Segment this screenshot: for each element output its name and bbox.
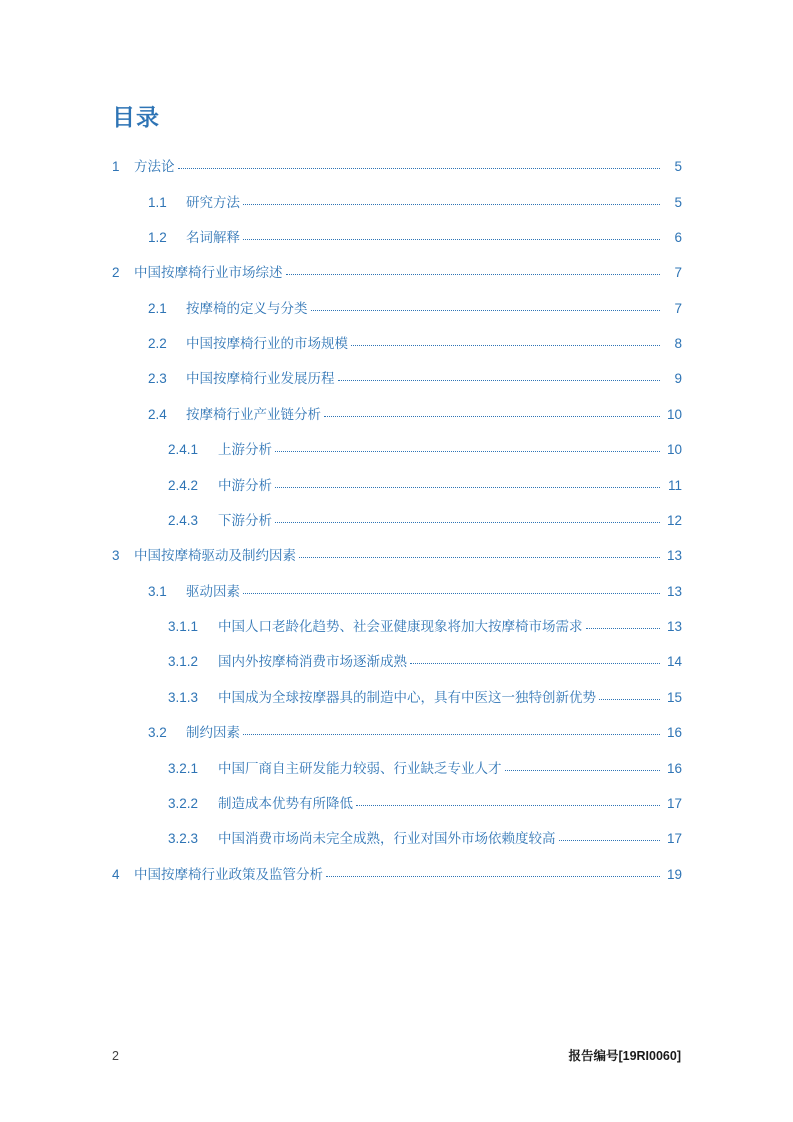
toc-leader-dots xyxy=(243,229,660,240)
toc-entry-label: 中国按摩椅行业的市场规模 xyxy=(186,336,348,352)
toc-entry[interactable] xyxy=(112,716,682,751)
toc-leader-dots xyxy=(243,724,660,735)
toc-entry[interactable] xyxy=(112,185,682,220)
toc-entry[interactable] xyxy=(112,503,682,538)
toc-entry-label: 上游分析 xyxy=(218,442,272,458)
toc-entry-label: 名词解释 xyxy=(186,229,240,245)
toc-entry-page: 15 xyxy=(666,689,682,705)
toc-entry-label: 制造成本优势有所降低 xyxy=(218,795,353,811)
toc-entry-number: 2.1 xyxy=(148,300,167,316)
toc-entry-page: 8 xyxy=(674,336,682,352)
toc-entry-number: 1 xyxy=(112,159,120,175)
toc-leader-dots xyxy=(559,830,661,841)
toc-entry[interactable] xyxy=(112,857,682,892)
toc-leader-dots xyxy=(586,618,661,629)
toc-entry-label: 下游分析 xyxy=(218,512,272,528)
toc-entry-label: 中国人口老龄化趋势、社会亚健康现象将加大按摩椅市场需求 xyxy=(218,619,583,635)
toc-entry-page: 13 xyxy=(666,583,682,599)
toc-entry[interactable] xyxy=(112,786,682,821)
toc-leader-dots xyxy=(326,866,660,877)
toc-entry-number: 3.1.2 xyxy=(168,654,199,670)
page-footer xyxy=(112,1046,681,1064)
toc-entry[interactable] xyxy=(112,822,682,857)
toc-entry-label: 国内外按摩椅消费市场逐渐成熟 xyxy=(218,654,407,670)
toc-entry-number: 2.4.1 xyxy=(168,442,199,458)
toc-entry-page: 16 xyxy=(666,760,682,776)
toc-entry[interactable] xyxy=(112,539,682,574)
toc-entry-number: 3.1.3 xyxy=(168,689,199,705)
toc-leader-dots xyxy=(356,795,660,806)
toc-entry-number: 3.2.2 xyxy=(168,795,199,811)
footer-page-number: 2 xyxy=(112,1049,119,1063)
toc-entry-label: 中国厂商自主研发能力较弱、行业缺乏专业人才 xyxy=(218,760,502,776)
toc-leader-dots xyxy=(324,406,660,417)
toc-entry-label: 研究方法 xyxy=(186,194,240,210)
toc-leader-dots xyxy=(178,158,661,169)
toc-entry-number: 3.2 xyxy=(148,725,167,741)
toc-leader-dots xyxy=(338,370,661,381)
toc-entry-number: 3.2.1 xyxy=(168,760,199,776)
toc-entry-number: 2.2 xyxy=(148,336,167,352)
toc-entry-page: 10 xyxy=(666,442,682,458)
toc-entry-label: 按摩椅的定义与分类 xyxy=(186,300,308,316)
toc-entry[interactable] xyxy=(112,150,682,185)
toc-leader-dots xyxy=(243,193,660,204)
toc-entry-number: 1.2 xyxy=(148,229,167,245)
toc-leader-dots xyxy=(311,300,661,311)
toc-entry-page: 7 xyxy=(674,300,682,316)
toc-entry-page: 10 xyxy=(666,406,682,422)
page-title: 目录 xyxy=(112,104,160,130)
toc-leader-dots xyxy=(275,476,660,487)
toc-entry[interactable] xyxy=(112,256,682,291)
footer-doc-code: 报告编号[19RI0060] xyxy=(568,1049,681,1063)
toc-container xyxy=(112,104,682,892)
toc-leader-dots xyxy=(299,547,660,558)
toc-entry[interactable] xyxy=(112,397,682,432)
toc-entry-number: 2 xyxy=(112,265,120,281)
toc-leader-dots xyxy=(505,759,661,770)
toc-entry-number: 2.4.2 xyxy=(168,477,199,493)
toc-leader-dots xyxy=(351,335,660,346)
toc-entry-number: 4 xyxy=(112,866,120,882)
toc-entry-page: 6 xyxy=(674,229,682,245)
toc-entry-label: 中游分析 xyxy=(218,477,272,493)
toc-entry-page: 12 xyxy=(666,512,682,528)
toc-entry-number: 3.2.3 xyxy=(168,831,199,847)
toc-entry-page: 19 xyxy=(666,866,682,882)
toc-entry-page: 16 xyxy=(666,725,682,741)
toc-leader-dots xyxy=(286,264,661,275)
toc-entry-page: 9 xyxy=(674,371,682,387)
toc-entry-label: 驱动因素 xyxy=(186,583,240,599)
toc-entry-number: 2.3 xyxy=(148,371,167,387)
toc-entry-number: 2.4.3 xyxy=(168,512,199,528)
toc-entry-label: 中国按摩椅行业政策及监管分析 xyxy=(134,866,323,882)
toc-leader-dots xyxy=(599,689,660,700)
toc-entry[interactable] xyxy=(112,291,682,326)
toc-entry-page: 17 xyxy=(666,831,682,847)
toc-entry[interactable] xyxy=(112,574,682,609)
toc-entry-number: 3.1 xyxy=(148,583,167,599)
toc-entry[interactable] xyxy=(112,468,682,503)
toc-entry-page: 11 xyxy=(667,477,682,493)
toc-leader-dots xyxy=(275,441,660,452)
toc-entry[interactable] xyxy=(112,645,682,680)
toc-entry-label: 中国按摩椅驱动及制约因素 xyxy=(134,548,296,564)
toc-entry[interactable] xyxy=(112,751,682,786)
toc-entry-label: 中国按摩椅行业发展历程 xyxy=(186,371,335,387)
toc-entry-number: 3.1.1 xyxy=(168,619,199,635)
toc-entry-label: 制约因素 xyxy=(186,725,240,741)
toc-entry-number: 1.1 xyxy=(148,194,167,210)
toc-leader-dots xyxy=(243,583,660,594)
toc-entry-page: 7 xyxy=(674,265,682,281)
toc-entry-page: 14 xyxy=(666,654,682,670)
toc-entry[interactable] xyxy=(112,433,682,468)
toc-entry[interactable] xyxy=(112,680,682,715)
toc-entry-page: 13 xyxy=(666,548,682,564)
toc-entry-label: 中国消费市场尚未完全成熟，行业对国外市场依赖度较高 xyxy=(218,831,556,847)
toc-entry[interactable] xyxy=(112,326,682,361)
toc-entry[interactable] xyxy=(112,362,682,397)
toc-leader-dots xyxy=(275,512,660,523)
toc-entry-label: 方法论 xyxy=(134,159,175,175)
toc-entry-page: 5 xyxy=(674,194,682,210)
toc-entry[interactable] xyxy=(112,609,682,644)
toc-entry-page: 13 xyxy=(666,619,682,635)
toc-list xyxy=(112,150,682,893)
toc-entry-page: 5 xyxy=(674,159,682,175)
toc-entry-number: 3 xyxy=(112,548,120,564)
toc-entry[interactable] xyxy=(112,220,682,255)
toc-entry-label: 中国成为全球按摩器具的制造中心，具有中医这一独特创新优势 xyxy=(218,689,596,705)
toc-entry-page: 17 xyxy=(666,795,682,811)
toc-entry-label: 按摩椅行业产业链分析 xyxy=(186,406,321,422)
toc-entry-label: 中国按摩椅行业市场综述 xyxy=(134,265,283,281)
toc-leader-dots xyxy=(410,653,660,664)
toc-entry-number: 2.4 xyxy=(148,406,167,422)
